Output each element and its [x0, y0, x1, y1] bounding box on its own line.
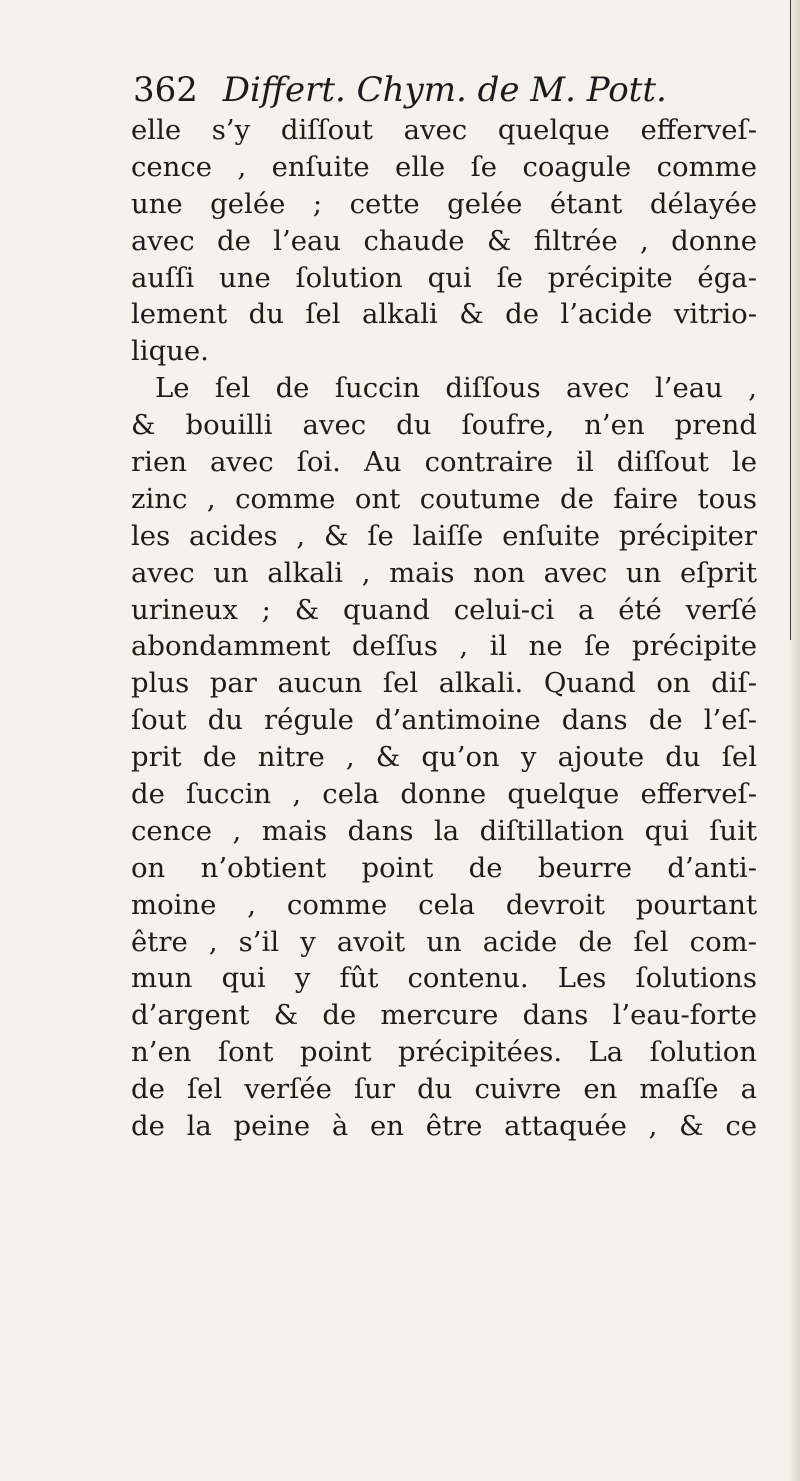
- text-line: d’argent & de mercure dans l’eau-forte: [131, 999, 757, 1032]
- text-line: prit de nitre , & qu’on y ajoute du ſel: [131, 741, 757, 774]
- paragraph-2: [131, 370, 757, 1145]
- text-line: ſout du régule d’antimoine dans de l’eſ-: [131, 704, 757, 737]
- text-line: n’en ſont point précipitées. La ſolution: [131, 1036, 757, 1069]
- spine-rule: [790, 0, 791, 640]
- page-number: 362: [133, 70, 198, 110]
- text-line: moine , comme cela devroit pourtant: [131, 888, 757, 921]
- text-line: cence , enſuite elle ſe coagule comme: [131, 150, 757, 183]
- text-line: avec de l’eau chaude & filtrée , donne: [131, 224, 757, 257]
- running-title: Differt. Chym. de M. Pott.: [222, 70, 667, 110]
- text-line: avec un alkali , mais non avec un eſprit: [131, 556, 757, 589]
- text-line: cence , mais dans la diſtillation qui ſuit: [131, 814, 757, 847]
- text-line: abondamment deſſus , il ne ſe précipite: [131, 630, 757, 663]
- text-line: plus par aucun ſel alkali. Quand on diſ-: [131, 667, 757, 700]
- text-line: une gelée ; cette gelée étant délayée: [131, 187, 757, 220]
- text-line: mun qui y fût contenu. Les ſolutions: [131, 962, 757, 995]
- text-line: rien avec ſoi. Au contraire il diſſout le: [131, 446, 757, 479]
- text-line: elle s’y diſſout avec quelque efferveſ-: [131, 114, 757, 146]
- text-line: zinc , comme ont coutume de faire tous: [131, 482, 757, 515]
- text-line: Le ſel de ſuccin diſſous avec l’eau ,: [155, 372, 757, 405]
- text-line: lique.: [131, 335, 209, 368]
- text-line: & bouilli avec du ſoufre, n’en prend: [131, 409, 757, 442]
- text-line: urineux ; & quand celui-ci a été verſé: [131, 593, 757, 626]
- text-line: être , s’il y avoit un acide de ſel com-: [131, 925, 757, 958]
- text-line: de ſuccin , cela donne quelque efferveſ-: [131, 778, 757, 811]
- page-spine-edge: [788, 0, 800, 1481]
- paragraph-1: [131, 112, 757, 370]
- text-line: auſſi une ſolution qui ſe précipite éga-: [131, 261, 757, 294]
- text-line: de la peine à en être attaquée , & ce: [131, 1110, 757, 1143]
- body-text: [131, 112, 757, 1145]
- text-line: lement du ſel alkali & de l’acide vitrio-: [131, 298, 757, 331]
- text-line: les acides , & ſe laiſſe enſuite précipiter: [131, 519, 757, 552]
- text-line: on n’obtient point de beurre d’anti-: [131, 851, 757, 884]
- text-line: de ſel verſée ſur du cuivre en maſſe a: [131, 1073, 757, 1106]
